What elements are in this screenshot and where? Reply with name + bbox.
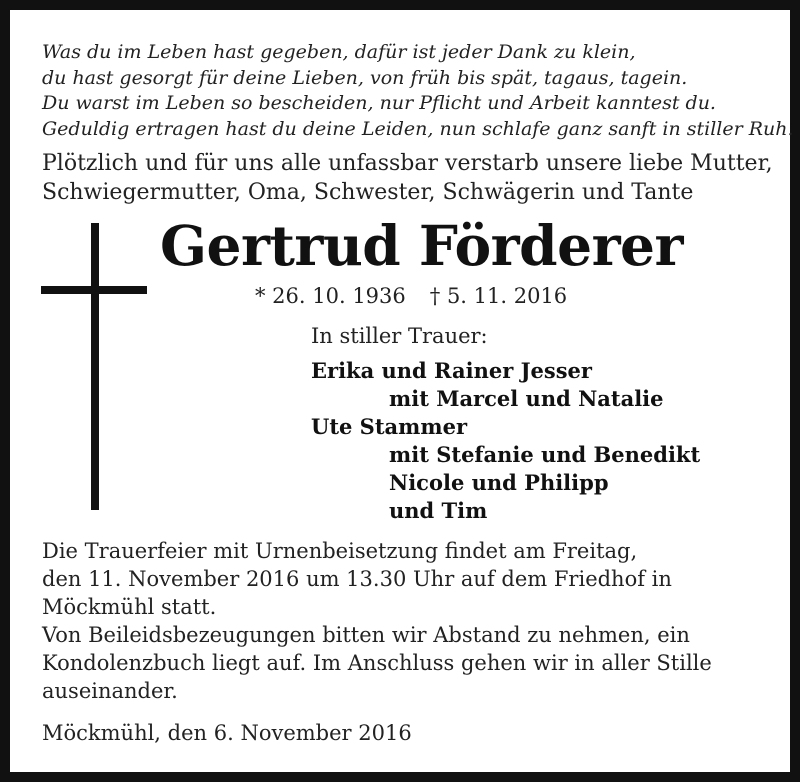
announcement-intro (42, 149, 782, 207)
poem-line: Du warst im Leben so bescheiden, nur Pflicht und Arbeit kanntest du. (42, 92, 716, 114)
mourner-line: mit Stefanie und Benedikt (389, 442, 701, 467)
ceremony-line: Kondolenzbuch liegt auf. Im Anschluss gehen wir in aller Stille (42, 651, 712, 675)
birth-date: * 26. 10. 1936 (255, 284, 406, 308)
poem-line: Was du im Leben hast gegeben, dafür ist jeder Dank zu klein, (42, 41, 636, 63)
ceremony-line: auseinander. (42, 679, 178, 703)
deceased-name: Gertrud Förderer (160, 213, 684, 278)
mourners-list (311, 357, 700, 525)
mourner-line: Nicole und Philipp (389, 470, 609, 495)
ceremony-line: Von Beileidsbezeugungen bitten wir Abstand zu nehmen, ein (42, 623, 690, 647)
ceremony-line: Die Trauerfeier mit Urnenbeisetzung findet am Freitag, (42, 539, 638, 563)
life-dates (255, 282, 567, 310)
mourner-line: mit Marcel und Natalie (389, 386, 664, 411)
poem-line: Geduldig ertragen hast du deine Leiden, nun schlafe ganz sanft in stiller Ruh. (42, 117, 794, 140)
cross-icon-bar (41, 286, 147, 294)
ceremony-info (42, 537, 782, 705)
intro-line: Plötzlich und für uns alle unfassbar verstarb unsere liebe Mutter, (42, 151, 773, 176)
ceremony-line: Möckmühl statt. (42, 595, 217, 619)
mourner-line: und Tim (389, 498, 488, 523)
intro-line: Schwiegermutter, Oma, Schwester, Schwägerin und Tante (42, 180, 694, 205)
cross-icon (91, 223, 99, 510)
ceremony-line: den 11. November 2016 um 13.30 Uhr auf dem Friedhof in (42, 567, 672, 591)
mourners-label: In stiller Trauer: (311, 324, 488, 348)
death-date: † 5. 11. 2016 (429, 284, 568, 308)
memorial-poem (42, 40, 794, 142)
mourner-line: Erika und Rainer Jesser (311, 358, 592, 383)
poem-line: du hast gesorgt für deine Lieben, von früh bis spät, tagaus, tagein. (42, 66, 688, 89)
place-and-date: Möckmühl, den 6. November 2016 (42, 721, 412, 745)
mourner-line: Ute Stammer (311, 414, 468, 439)
